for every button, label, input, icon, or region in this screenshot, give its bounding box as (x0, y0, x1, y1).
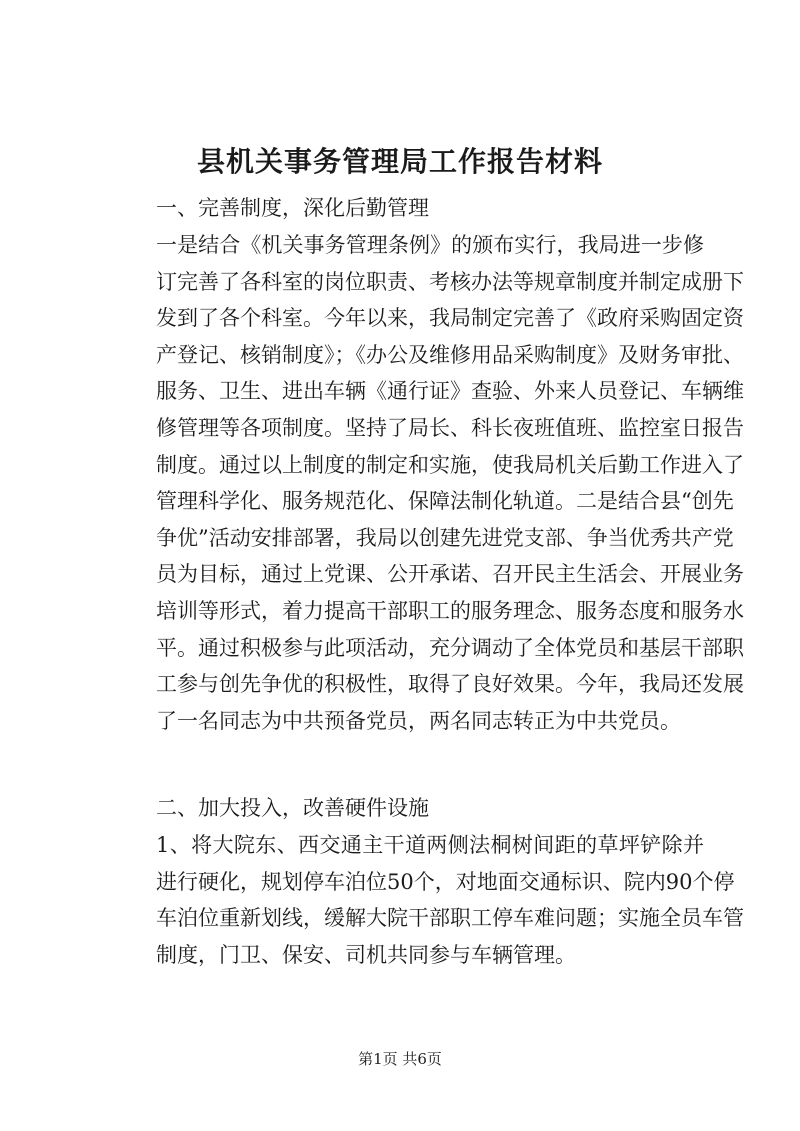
text-line: 订完善了各科室的岗位职责、考核办法等规章制度并制定成册下 (156, 269, 744, 294)
text-line: 产登记、核销制度》；《办公及维修用品采购制度》及财务审批、 (156, 342, 744, 367)
text-line: 车泊位重新划线，缓解大院干部职工停车难问题；实施全员车管 (156, 906, 744, 931)
text-line: 平。通过积极参与此项活动，充分调动了全体党员和基层干部职 (156, 635, 744, 660)
text-line: 培训等形式，着力提高干部职工的服务理念、服务态度和服务水 (156, 598, 744, 623)
page-number-footer: 第1页 共6页 (358, 1050, 442, 1068)
paragraph-2 (114, 827, 744, 973)
document-title: 县机关事务管理局工作报告材料 (196, 145, 603, 178)
text-line: 发到了各个科室。今年以来，我局制定完善了《政府采购固定资 (156, 306, 744, 331)
text-line: 制度。通过以上制度的制定和实施，使我局机关后勤工作进入了 (156, 452, 744, 477)
text-line: 了一名同志为中共预备党员，两名同志转正为中共党员。 (156, 708, 681, 733)
text-line: 工参与创先争优的积极性，取得了良好效果。今年，我局还发展 (156, 672, 744, 697)
text-line: 一是结合《机关事务管理条例》的颁布实行，我局进一步修 (156, 233, 704, 257)
section-heading-1: 一、完善制度，深化后勤管理 (156, 196, 429, 220)
paragraph-1 (114, 227, 744, 739)
text-line: 服务、卫生、进出车辆《通行证》查验、外来人员登记、车辆维 (156, 379, 744, 404)
text-line: 1、将大院东、西交通主干道两侧法桐树间距的草坪铲除并 (156, 833, 704, 857)
text-line: 争优”活动安排部署，我局以创建先进党支部、争当优秀共产党 (156, 525, 734, 550)
text-line: 进行硬化，规划停车泊位50个，对地面交通标识、院内90个停 (156, 869, 735, 894)
text-line: 员为目标，通过上党课、公开承诺、召开民主生活会、开展业务 (156, 562, 744, 587)
text-line: 修管理等各项制度。坚持了局长、科长夜班值班、监控室日报告 (156, 415, 744, 440)
section-heading-2: 二、加大投入，改善硬件设施 (156, 796, 429, 820)
text-line: 制度，门卫、保安、司机共同参与车辆管理。 (156, 942, 576, 967)
text-line: 管理科学化、服务规范化、保障法制化轨道。二是结合县“创先 (156, 489, 734, 514)
